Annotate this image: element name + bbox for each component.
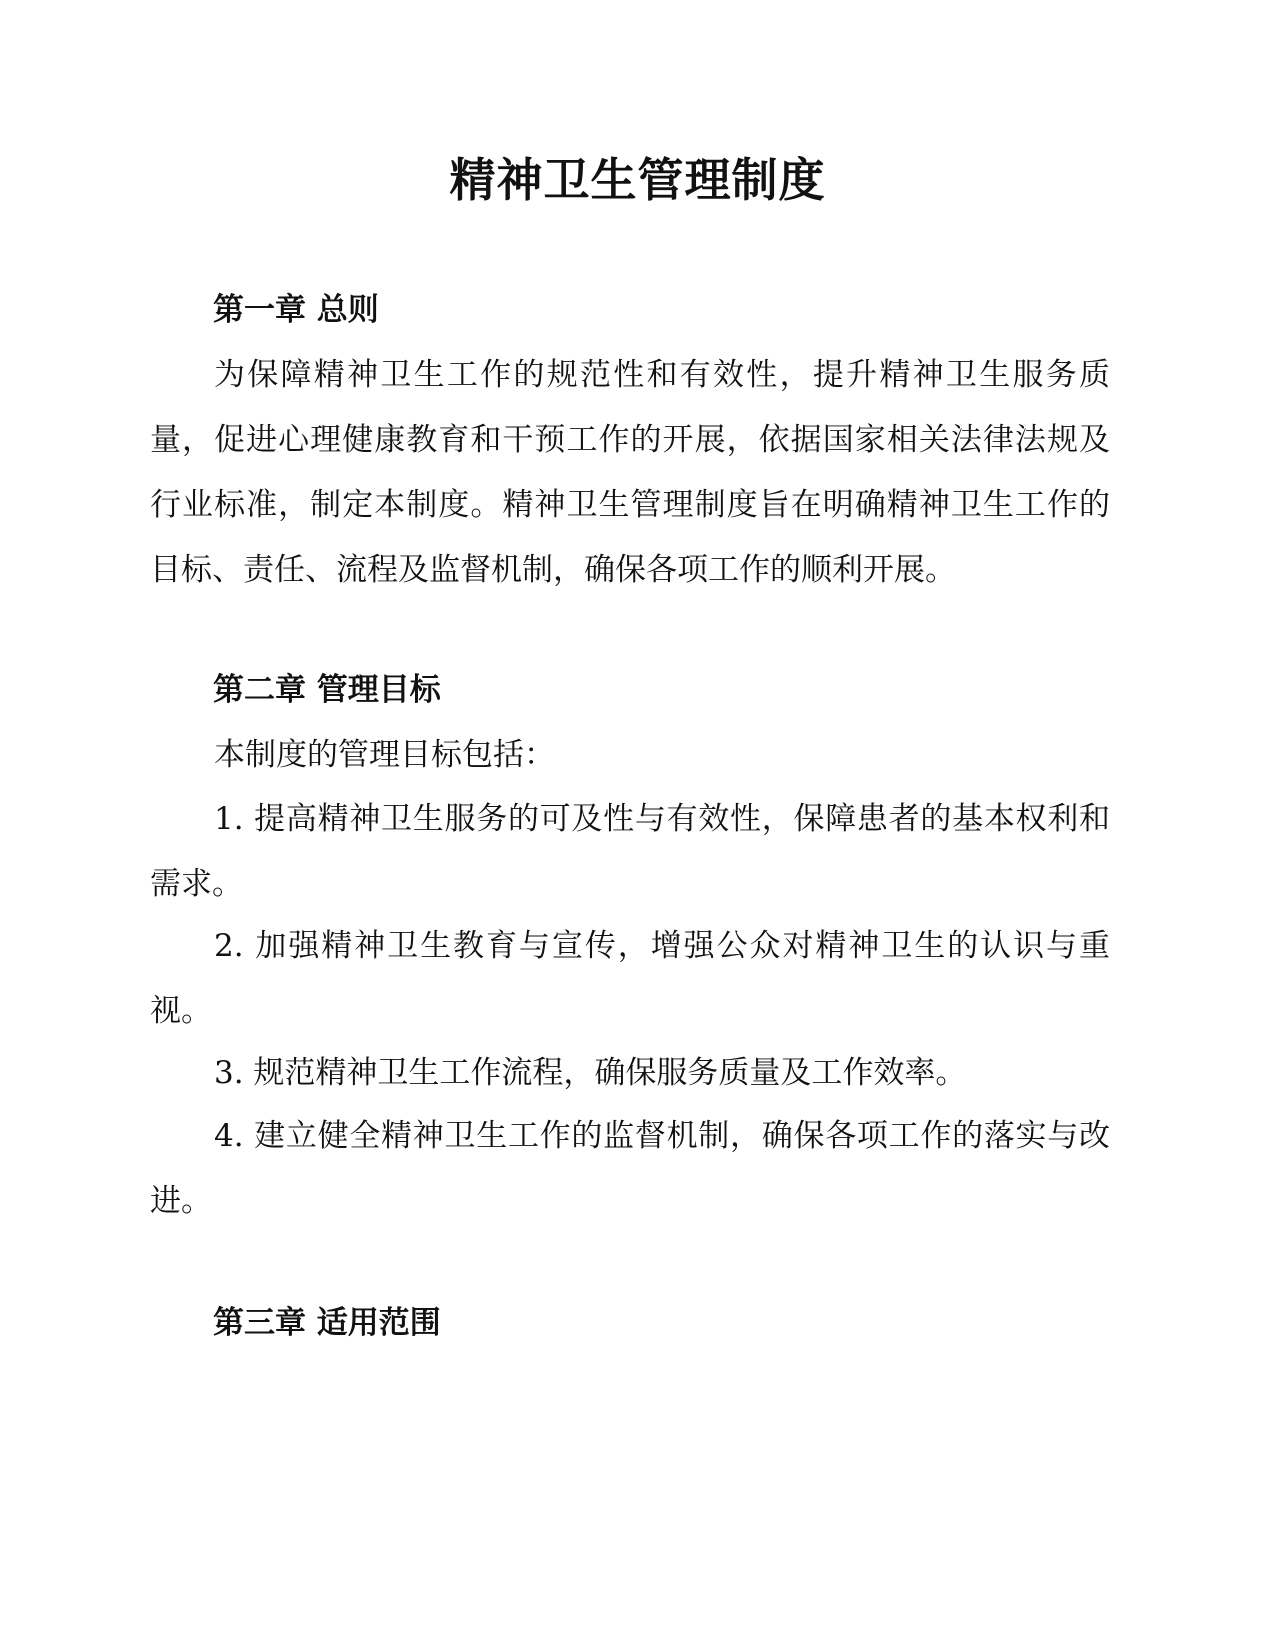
chapter-2-item-4: 4. 建立健全精神卫生工作的监督机制，确保各项工作的落实与改进。 — [150, 1118, 1110, 1219]
chapter-3-heading: 第三章 适用范围 — [213, 1305, 441, 1341]
document-title: 精神卫生管理制度 — [449, 153, 826, 207]
chapter-1-body: 为保障精神卫生工作的规范性和有效性，提升精神卫生服务质量，促进心理健康教育和干预工作的开展，依据国家相关法律法规及行业标准，制定本制度。精神卫生管理制度旨在明确精神卫生工作的目标、责任、流程及监督机制，确保各项工作的顺利开展。 — [150, 357, 1110, 588]
chapter-2-item-2: 2. 加强精神卫生教育与宣传，增强公众对精神卫生的认识与重视。 — [150, 928, 1110, 1029]
chapter-2-heading: 第二章 管理目标 — [213, 672, 441, 708]
chapter-2-item-3: 3. 规范精神卫生工作流程，确保服务质量及工作效率。 — [214, 1055, 967, 1091]
chapter-2-item-1: 1. 提高精神卫生服务的可及性与有效性，保障患者的基本权利和需求。 — [150, 801, 1110, 902]
chapter-2-intro: 本制度的管理目标包括： — [214, 737, 555, 773]
chapter-1-heading: 第一章 总则 — [213, 292, 379, 328]
